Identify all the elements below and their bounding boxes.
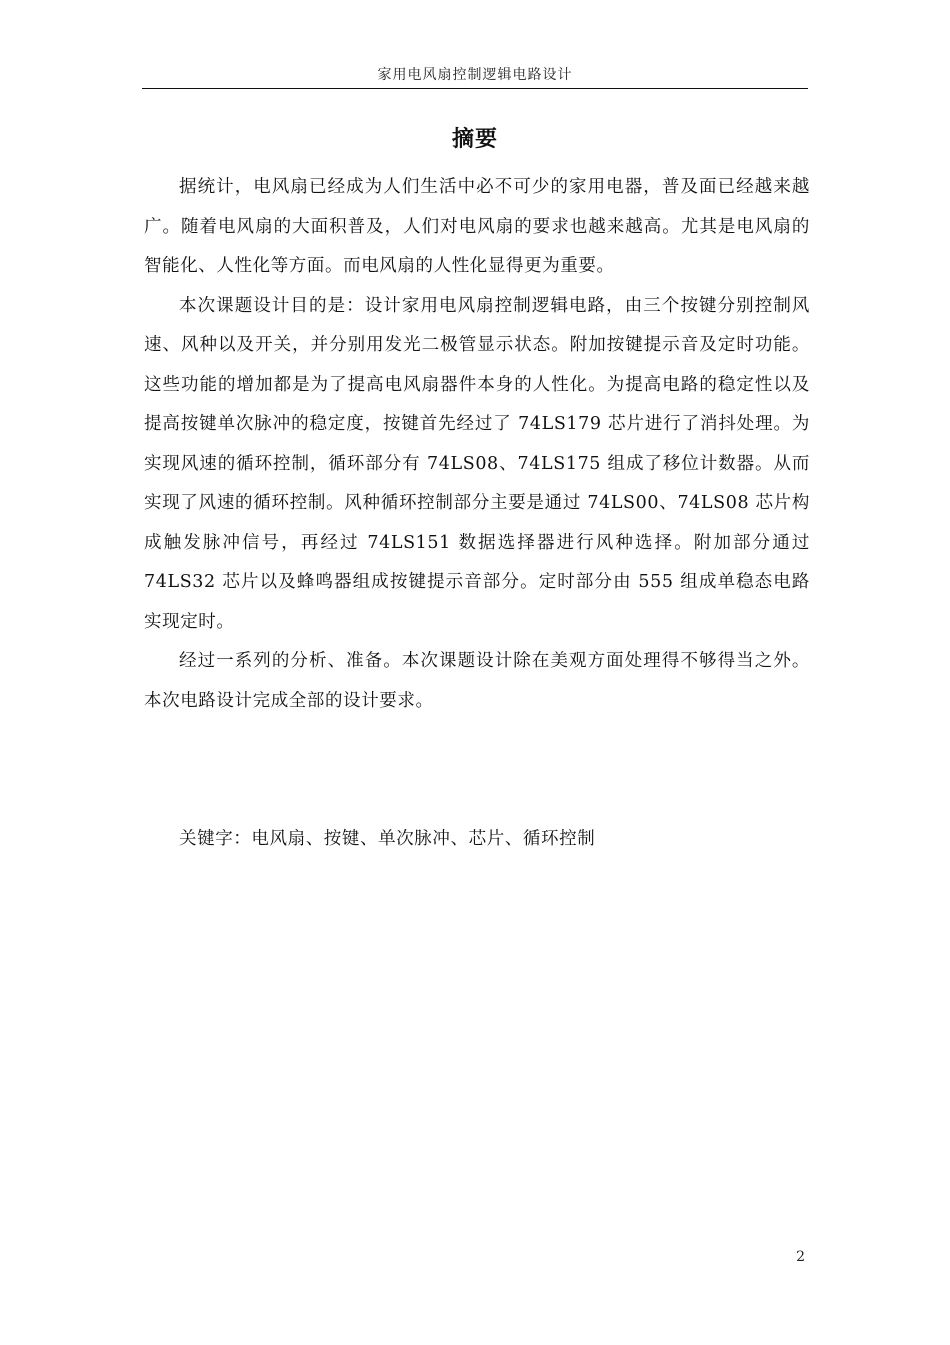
abstract-paragraph-1: 据统计，电风扇已经成为人们生活中必不可少的家用电器，普及面已经越来越广。随着电风扇的大面积普及，人们对电风扇的要求也越来越高。尤其是电风扇的智能化、人性化等方面。而电风扇的人性化显得更为重要。 — [144, 177, 810, 276]
header-rule — [142, 88, 808, 89]
page-title: 摘要 — [451, 127, 498, 152]
page-number: 2 — [796, 1249, 805, 1265]
keywords-line: 关键字：电风扇、按键、单次脉冲、芯片、循环控制 — [179, 829, 596, 849]
abstract-body — [144, 168, 810, 721]
abstract-paragraph-2: 本次课题设计目的是：设计家用电风扇控制逻辑电路，由三个按键分别控制风速、风种以及开关，并分别用发光二极管显示状态。附加按键提示音及定时功能。这些功能的增加都是为了提高电风扇器件本身的人性化。为提高电路的稳定性以及提高按键单次脉冲的稳定度，按键首先经过了 74LS179 芯片进行了消抖处理。为实现风速的循环控制，循环部分有 74LS08、74LS175 组成了移位计数器。从而实现了风速的循环控制。风种循环控制部分主要是通过 74LS00、74LS08 芯片构成触发脉冲信号，再经过 74LS151 数据选择器进行风种选择。附加部分通过 74LS32 芯片以及蜂鸣器组成按键提示音部分。定时部分由 555 组成单稳态电路实现定时。 — [144, 295, 810, 632]
running-header: 家用电风扇控制逻辑电路设计 — [377, 67, 573, 83]
abstract-paragraph-3: 经过一系列的分析、准备。本次课题设计除在美观方面处理得不够得当之外。本次电路设计完成全部的设计要求。 — [144, 651, 810, 711]
